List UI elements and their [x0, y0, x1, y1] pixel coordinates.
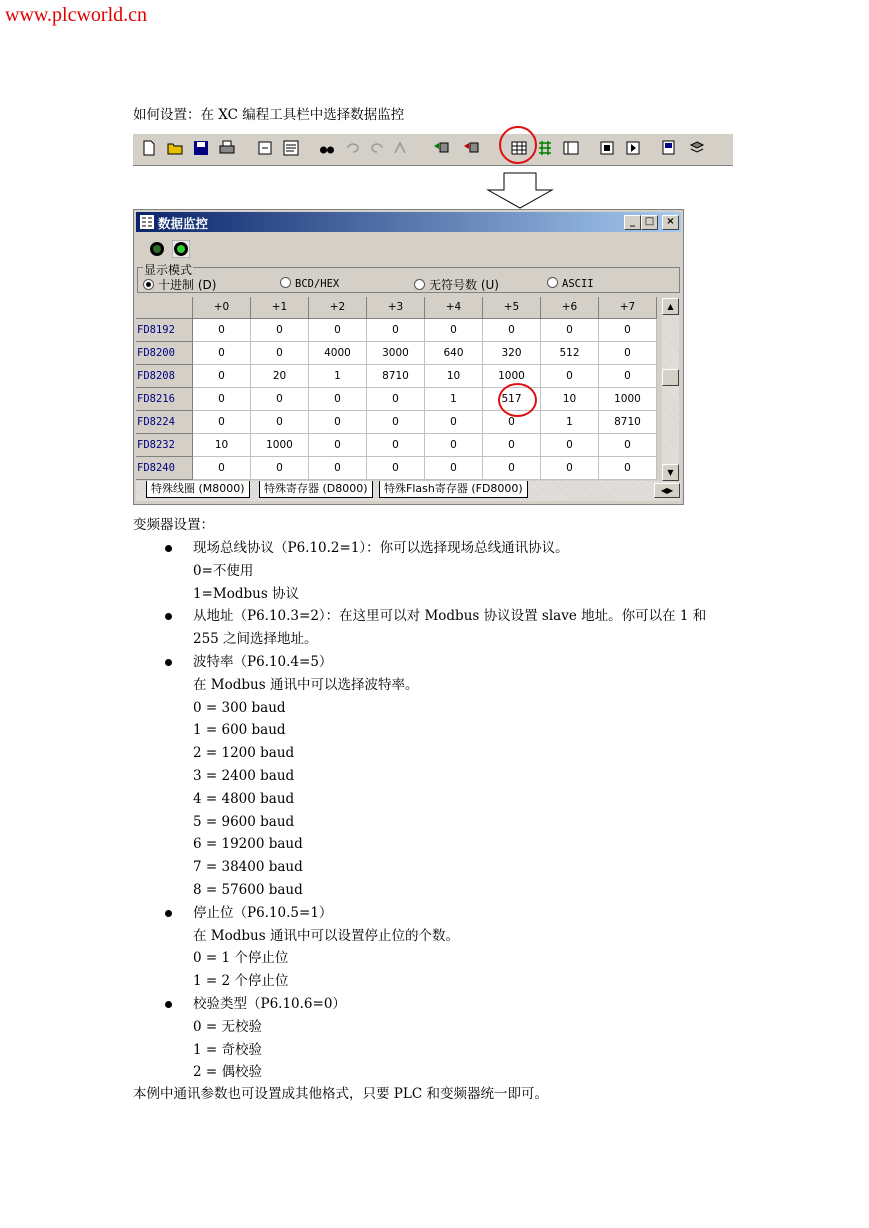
close-button[interactable]: × [662, 215, 679, 230]
value-cell[interactable]: 0 [193, 411, 251, 434]
radio-ascii-label: ASCII [562, 278, 594, 290]
bullet-detail-line: 1=Modbus 协议 [193, 585, 300, 602]
value-cell[interactable]: 0 [367, 434, 425, 457]
window-app-icon [139, 214, 155, 230]
title-bar[interactable] [136, 212, 681, 232]
radio-decimal[interactable] [143, 276, 216, 293]
radio-dot [547, 277, 558, 288]
row-address: FD8208 [136, 365, 193, 388]
value-cell[interactable]: 0 [251, 388, 309, 411]
column-header: +5 [483, 297, 541, 319]
column-header: +3 [367, 297, 425, 319]
value-cell[interactable]: 0 [541, 319, 599, 342]
radio-dot [414, 279, 425, 290]
radio-bcd-hex-label: BCD/HEX [295, 278, 340, 290]
value-cell[interactable]: 0 [193, 388, 251, 411]
value-cell[interactable]: 0 [599, 365, 657, 388]
value-cell[interactable]: 0 [193, 457, 251, 480]
value-cell[interactable]: 0 [309, 457, 367, 480]
value-cell[interactable]: 0 [483, 457, 541, 480]
bullet-detail-line: 6 = 19200 baud [193, 836, 303, 853]
settings-stack-icon[interactable] [689, 140, 705, 156]
save-icon[interactable] [193, 140, 209, 156]
bullet-detail-line: 在 Modbus 通讯中可以设置停止位的个数。 [193, 927, 459, 944]
bullet-dot [165, 545, 172, 552]
bullet-dot [165, 910, 172, 917]
value-cell[interactable]: 20 [251, 365, 309, 388]
row-address: FD8200 [136, 342, 193, 365]
column-header: +7 [599, 297, 657, 319]
display-mode-label: 显示模式 [144, 263, 193, 277]
bullet-detail-line: 在 Modbus 通讯中可以选择波特率。 [193, 676, 419, 693]
highlight-circle-517 [498, 383, 537, 417]
value-cell[interactable]: 0 [541, 457, 599, 480]
bullet-detail-line: 1 = 奇校验 [193, 1041, 262, 1058]
undo-icon[interactable] [345, 140, 361, 156]
tab-scroll-button[interactable]: ◀▶ [654, 483, 680, 498]
row-address: FD8216 [136, 388, 193, 411]
value-cell[interactable]: 0 [541, 434, 599, 457]
row-address: FD8232 [136, 434, 193, 457]
find-binoculars-icon[interactable] [319, 140, 335, 156]
value-cell[interactable]: 0 [425, 457, 483, 480]
value-cell[interactable]: 4000 [309, 342, 367, 365]
bullet-detail-line: 3 = 2400 baud [193, 768, 295, 784]
replace-icon[interactable] [393, 140, 409, 156]
value-cell[interactable]: 0 [367, 388, 425, 411]
bullet-detail-line: 0 = 无校验 [193, 1018, 262, 1035]
bullet-heading: 停止位（P6.10.5=1） [193, 904, 333, 921]
value-cell[interactable]: 0 [309, 388, 367, 411]
value-cell[interactable]: 0 [425, 319, 483, 342]
value-cell[interactable]: 0 [309, 434, 367, 457]
scroll-thumb[interactable] [662, 369, 679, 386]
value-cell[interactable]: 10 [541, 388, 599, 411]
value-cell[interactable]: 0 [193, 342, 251, 365]
column-header: +4 [425, 297, 483, 319]
watermark: www.plcworld.cn [5, 4, 148, 26]
value-cell[interactable]: 0 [367, 457, 425, 480]
value-cell[interactable]: 8710 [599, 411, 657, 434]
start-monitor-icon[interactable] [172, 240, 190, 258]
radio-dot [280, 277, 291, 288]
bullet-detail-line: 0 = 1 个停止位 [193, 950, 289, 967]
toolbar [133, 133, 733, 166]
io-monitor-icon[interactable] [537, 140, 553, 156]
value-cell[interactable]: 10 [193, 434, 251, 457]
value-cell[interactable]: 1 [541, 411, 599, 434]
bullet-heading: 波特率（P6.10.4=5） [193, 654, 333, 670]
stop-icon[interactable] [599, 140, 615, 156]
print-icon[interactable] [219, 140, 235, 156]
column-header: +0 [193, 297, 251, 319]
bullet-dot [165, 613, 172, 620]
value-cell[interactable]: 0 [309, 411, 367, 434]
bullet-detail-line: 255 之间选择地址。 [193, 631, 318, 648]
bullet-detail-line: 7 = 38400 baud [193, 859, 303, 876]
value-cell[interactable]: 0 [599, 457, 657, 480]
down-arrow [486, 172, 554, 210]
window-title: 数据监控 [158, 216, 209, 231]
redo-icon[interactable] [369, 140, 385, 156]
value-cell[interactable]: 320 [483, 342, 541, 365]
value-cell[interactable]: 0 [425, 434, 483, 457]
bullet-detail-line: 1 = 2 个停止位 [193, 973, 289, 990]
device-list-icon[interactable] [563, 140, 579, 156]
bullet-detail-line: 2 = 偶校验 [193, 1064, 262, 1081]
radio-decimal-label: 十进制 (D) [158, 278, 217, 292]
bullet-heading: 校验类型（P6.10.6=0） [193, 996, 346, 1012]
minimize-button[interactable]: _ [624, 215, 641, 230]
tab-special-flash-register[interactable]: 特殊Flash寄存器 (FD8000) [379, 481, 528, 498]
value-cell[interactable]: 0 [599, 434, 657, 457]
maximize-button[interactable]: □ [641, 215, 658, 230]
value-cell[interactable]: 1 [425, 388, 483, 411]
value-cell[interactable]: 0 [599, 319, 657, 342]
scroll-up-button[interactable]: ▲ [662, 298, 679, 315]
value-cell[interactable]: 0 [483, 319, 541, 342]
bullet-dot [165, 1001, 172, 1008]
intro-text: 如何设置：在 XC 编程工具栏中选择数据监控 [133, 107, 405, 123]
value-cell[interactable]: 0 [599, 342, 657, 365]
radio-unsigned-label: 无符号数 (U) [429, 278, 499, 292]
scroll-down-button[interactable]: ▼ [662, 464, 679, 481]
column-header: +2 [309, 297, 367, 319]
value-cell[interactable]: 0 [425, 411, 483, 434]
value-cell[interactable]: 0 [483, 411, 541, 434]
bullet-detail-line: 4 = 4800 baud [193, 790, 295, 807]
bullet-detail-line: 0=不使用 [193, 562, 254, 579]
bullet-detail-line: 5 = 9600 baud [193, 813, 295, 830]
tab-special-coil[interactable]: 特殊线圈 (M8000) [146, 481, 250, 498]
run-icon[interactable] [625, 140, 641, 156]
grid-corner [136, 297, 193, 319]
bullet-detail-line: 0 = 300 baud [193, 699, 286, 716]
radio-bcd-hex[interactable] [280, 277, 339, 290]
value-cell[interactable]: 1 [309, 365, 367, 388]
value-cell[interactable]: 1000 [483, 365, 541, 388]
upload-icon[interactable] [463, 140, 479, 156]
tab-special-register[interactable]: 特殊寄存器 (D8000) [259, 481, 373, 498]
column-header: +6 [541, 297, 599, 319]
value-cell[interactable]: 0 [193, 319, 251, 342]
value-cell[interactable]: 0 [251, 411, 309, 434]
value-cell[interactable]: 8710 [367, 365, 425, 388]
bullet-dot [165, 659, 172, 666]
row-address: FD8192 [136, 319, 193, 342]
bullet-detail-line: 8 = 57600 baud [193, 882, 303, 898]
vertical-scrollbar[interactable] [662, 298, 679, 481]
highlight-circle [499, 126, 537, 164]
value-cell[interactable]: 640 [425, 342, 483, 365]
value-cell[interactable]: 0 [483, 434, 541, 457]
value-cell[interactable]: 512 [541, 342, 599, 365]
radio-unsigned[interactable] [414, 276, 499, 293]
radio-ascii[interactable] [547, 277, 594, 290]
value-cell[interactable]: 0 [251, 457, 309, 480]
value-cell[interactable]: 0 [367, 411, 425, 434]
bullet-heading: 从地址（P6.10.3=2）：在这里可以对 Modbus 协议设置 slave 地址。你可以在 1 和 [193, 608, 707, 625]
value-cell[interactable]: 0 [251, 319, 309, 342]
value-cell[interactable]: 1000 [251, 434, 309, 457]
plc-info-icon[interactable] [661, 140, 677, 156]
row-address: FD8224 [136, 411, 193, 434]
new-file-icon[interactable] [141, 140, 157, 156]
value-cell[interactable]: 3000 [367, 342, 425, 365]
ladder-view-icon[interactable] [257, 140, 273, 156]
value-cell[interactable]: 517 [483, 388, 541, 411]
value-cell[interactable]: 10 [425, 365, 483, 388]
bullet-detail-line: 1 = 600 baud [193, 722, 286, 739]
section-title: 变频器设置： [133, 517, 214, 533]
value-cell[interactable]: 0 [251, 342, 309, 365]
stop-monitor-icon[interactable] [148, 240, 166, 258]
display-mode-group [137, 267, 680, 293]
data-monitor-window [133, 209, 684, 505]
bullet-heading: 现场总线协议（P6.10.2=1）：你可以选择现场总线通讯协议。 [193, 540, 569, 556]
open-folder-icon[interactable] [167, 140, 183, 156]
instruction-list-icon[interactable] [283, 140, 299, 156]
value-cell[interactable]: 0 [367, 319, 425, 342]
conclusion-text: 本例中通讯参数也可设置成其他格式，只要 PLC 和变频器统一即可。 [133, 1086, 548, 1102]
download-icon[interactable] [433, 140, 449, 156]
radio-dot [143, 279, 154, 290]
value-cell[interactable]: 0 [193, 365, 251, 388]
column-header: +1 [251, 297, 309, 319]
value-cell[interactable]: 0 [309, 319, 367, 342]
value-cell[interactable]: 1000 [599, 388, 657, 411]
sheet-tabs [136, 481, 681, 501]
row-address: FD8240 [136, 457, 193, 480]
bullet-detail-line: 2 = 1200 baud [193, 745, 295, 762]
value-cell[interactable]: 0 [541, 365, 599, 388]
